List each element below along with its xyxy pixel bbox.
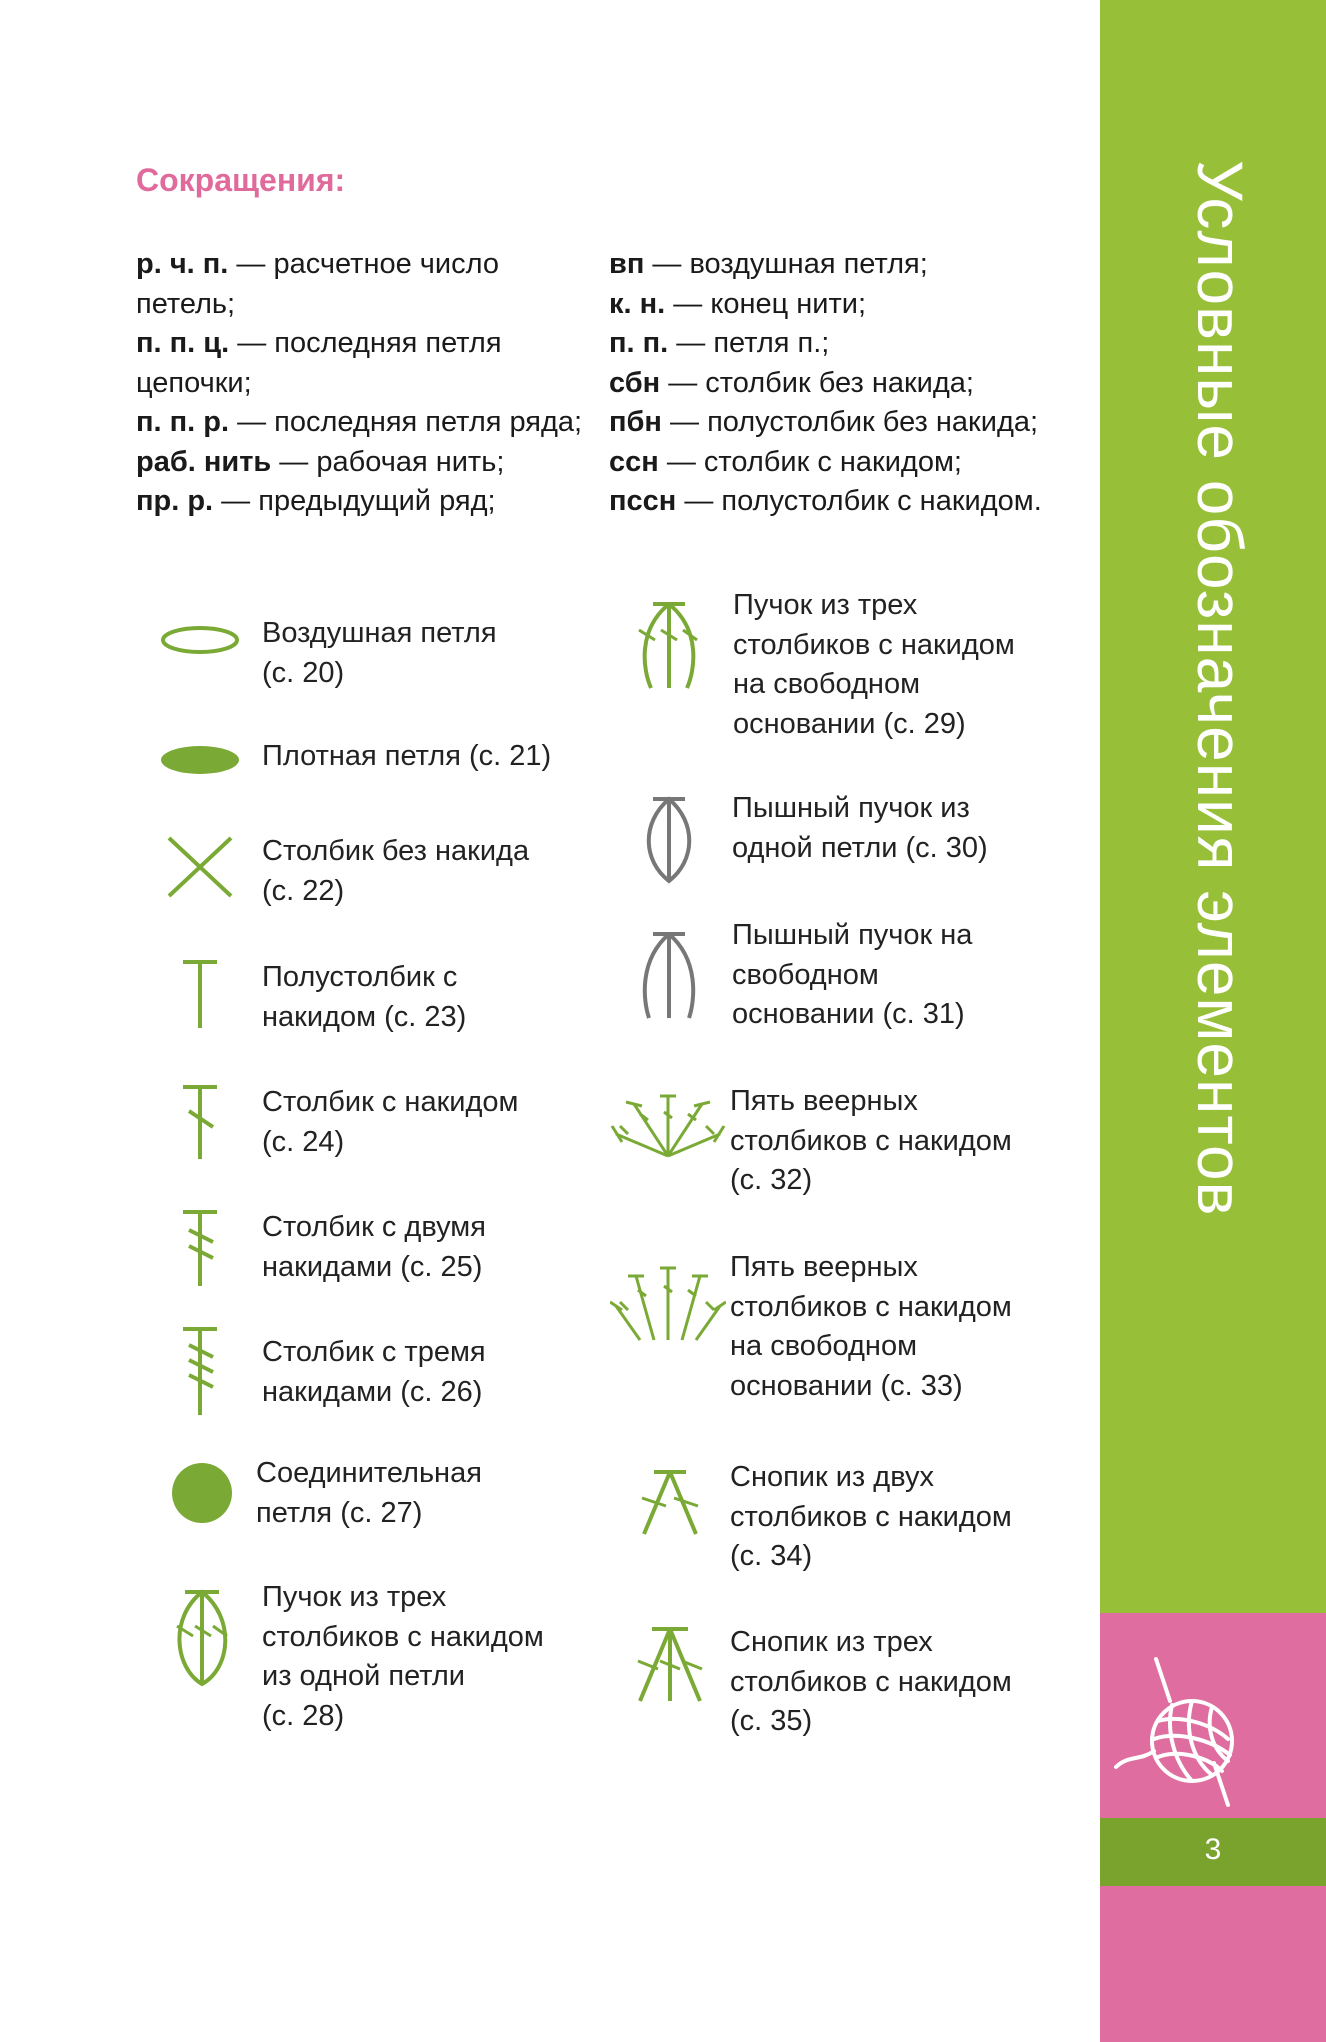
symbol-label: на свободном [730, 1330, 918, 1362]
symbol-page-ref: (с. 22) [262, 874, 345, 907]
symbol-page-ref: одной петли (с. 30) [732, 831, 988, 864]
symbol-label: столбиков с накидом [730, 1290, 1012, 1323]
symbol-label: Снопик из трех [730, 1626, 933, 1658]
sidebar-bottom-band [1100, 1886, 1326, 2042]
symbol-page-ref: накидом (с. 23) [262, 1000, 467, 1033]
symbol-label: Столбик с накидом [262, 1086, 519, 1118]
abbreviation-item: ссн — столбик с накидом; [609, 445, 962, 478]
symbol-label: Пять веерных [730, 1085, 918, 1117]
abbreviations-heading: Сокращения: [136, 162, 346, 198]
symbol-page-ref: (с. 24) [262, 1125, 345, 1158]
symbol-label: столбиков с накидом [730, 1665, 1012, 1698]
symbol-label: Соединительная [256, 1457, 482, 1489]
tight-loop-icon [155, 735, 245, 785]
symbol-label: Снопик из двух [730, 1461, 934, 1493]
double-crochet-icon [155, 1083, 245, 1161]
abbreviation-item: п. п. р. — последняя петля ряда; [136, 406, 583, 438]
symbol-label: столбиков с накидом [730, 1124, 1012, 1157]
symbol-label: Пучок из трех [262, 1581, 447, 1613]
symbol-page-ref: (с. 34) [730, 1540, 813, 1572]
single-crochet-icon [155, 832, 245, 902]
section-title: Условные обозначения элементов [1184, 160, 1256, 1217]
cluster-free-base-icon [625, 600, 715, 692]
symbol-label: Столбик с двумя [262, 1211, 486, 1243]
half-double-crochet-icon [155, 958, 245, 1030]
symbol-label: на свободном [733, 668, 921, 700]
symbol-label: столбиков с накидом [262, 1620, 544, 1653]
symbol-label: Полустолбик с [262, 961, 458, 993]
abbreviations-left-column [136, 245, 586, 522]
symbol-page-ref: основании (с. 31) [732, 998, 965, 1030]
abbreviation-item: р. ч. п. — расчетное число петель; [136, 248, 499, 320]
abbreviation-item: п. п. ц. — последняя петля цепочки; [136, 327, 502, 399]
symbol-label: из одной петли [262, 1660, 465, 1692]
symbol-label: Плотная петля (с. 21) [262, 740, 552, 772]
symbol-label: столбиков с накидом [730, 1500, 1012, 1533]
symbol-page-ref: (с. 32) [730, 1164, 813, 1196]
symbol-page-ref: (с. 20) [262, 656, 345, 689]
abbreviation-item: пбн — полустолбик без накида; [609, 406, 1039, 438]
abbreviation-item: пр. р. — предыдущий ряд; [136, 485, 496, 517]
symbol-label: Пучок из трех [733, 589, 918, 621]
symbol-label: Воздушная петля [262, 617, 497, 649]
shell-fan-icon [610, 1090, 726, 1170]
v-three-stitches-icon [628, 1625, 718, 1705]
symbol-label: свободном [732, 958, 879, 991]
abbreviation-item: раб. нить — рабочая нить; [136, 445, 505, 478]
shell-fan-free-base-icon [610, 1262, 726, 1344]
chain-stitch-icon [155, 610, 245, 670]
abbreviation-item: пссн — полустолбик с накидом. [609, 485, 1042, 517]
double-treble-icon [155, 1325, 245, 1417]
v-two-stitches-icon [628, 1468, 718, 1538]
abbreviation-item: к. н. — конец нити; [609, 287, 867, 320]
symbol-page-ref: (с. 35) [730, 1705, 813, 1737]
symbol-page-ref: накидами (с. 25) [262, 1250, 483, 1283]
symbol-page-ref: (с. 28) [262, 1699, 345, 1732]
symbol-label: Пышный пучок на [732, 919, 973, 951]
abbreviation-item: п. п. — петля п.; [609, 327, 830, 359]
symbol-page-ref: основании (с. 33) [730, 1369, 963, 1402]
symbol-page-ref: накидами (с. 26) [262, 1375, 483, 1408]
abbreviation-item: вп — воздушная петля; [609, 248, 928, 280]
puff-one-loop-icon [625, 795, 715, 885]
symbol-page-ref: петля (с. 27) [256, 1496, 423, 1529]
abbreviations-right-column [609, 245, 1049, 522]
symbol-label: Столбик с тремя [262, 1336, 486, 1368]
abbreviation-item: сбн — столбик без накида; [609, 366, 974, 399]
symbol-page-ref: основании (с. 29) [733, 707, 966, 740]
treble-crochet-icon [155, 1208, 245, 1288]
page-number: 3 [1204, 1833, 1222, 1866]
symbol-label: Пять веерных [730, 1251, 918, 1283]
slip-stitch-icon [155, 1460, 245, 1530]
symbol-label: столбиков с накидом [733, 628, 1015, 661]
cluster-one-loop-icon [155, 1588, 245, 1688]
symbol-label: Пышный пучок из [732, 792, 970, 824]
yarn-ball-icon [1110, 1655, 1250, 1815]
puff-free-base-icon [625, 930, 715, 1022]
symbol-label: Столбик без накида [262, 835, 530, 867]
